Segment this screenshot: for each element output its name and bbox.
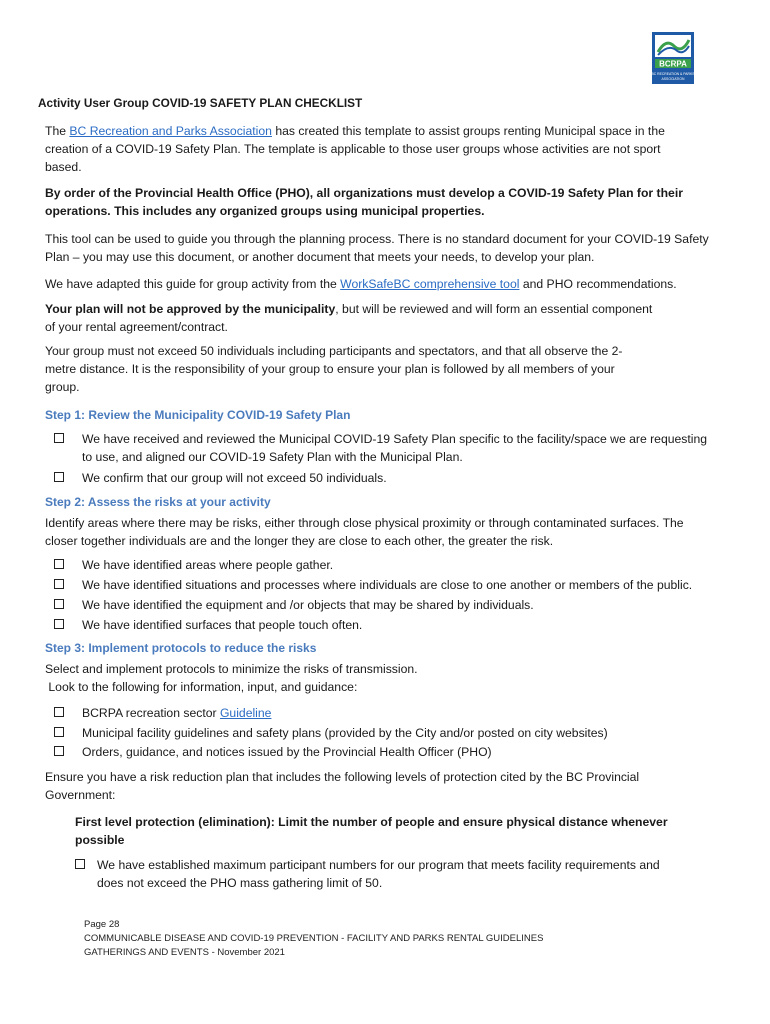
tool-line-2: Plan – you may use this document, or another document that meets your needs, to develop your plan. <box>45 250 595 264</box>
step3-desc-line-2: Look to the following for information, input, and guidance: <box>45 680 358 694</box>
checkbox[interactable] <box>54 707 64 717</box>
footer-line-2: GATHERINGS AND EVENTS - November 2021 <box>84 947 285 958</box>
step2-heading: Step 2: Assess the risks at your activity <box>45 495 271 509</box>
page-number: Page 28 <box>84 919 120 930</box>
intro-paragraph <box>45 122 745 176</box>
first-level-line-1: First level protection (elimination): Limit the number of people and ensure physical distance whenever <box>75 815 668 829</box>
step3-item-2-label: Municipal facility guidelines and safety plans (provided by the City and/or posted on city websites) <box>82 726 608 740</box>
checkbox[interactable] <box>54 433 64 443</box>
bcrpa-logo <box>652 32 694 84</box>
footer <box>84 918 543 960</box>
checkbox[interactable] <box>54 746 64 756</box>
step1-item-1-line-2: to use, and aligned our COVID-19 Safety Plan with the Municipal Plan. <box>82 450 463 464</box>
step2-item-3-label: We have identified the equipment and /or objects that may be shared by individuals. <box>82 598 534 612</box>
approval-rest: , but will be reviewed and will form an essential component <box>335 302 653 316</box>
checkbox[interactable] <box>54 619 64 629</box>
ensure-paragraph <box>45 768 760 804</box>
checkbox[interactable] <box>54 472 64 482</box>
tool-paragraph <box>45 230 760 266</box>
first-level-heading <box>75 813 755 849</box>
step3-description <box>45 660 760 696</box>
intro-line-1-post: has created this template to assist groups renting Municipal space in the <box>271 124 665 138</box>
checkbox[interactable] <box>54 599 64 609</box>
limit-paragraph <box>45 342 760 396</box>
approval-line-1 <box>45 300 760 318</box>
approval-bold: Your plan will not be approved by the municipality <box>45 302 336 316</box>
intro-line-3: based. <box>45 160 82 174</box>
checkbox[interactable] <box>54 727 64 737</box>
step3-item-3-label: Orders, guidance, and notices issued by the Provincial Health Officer (PHO) <box>82 745 492 759</box>
first-level-item-line-1: We have established maximum participant numbers for our program that meets facility requirements and <box>97 858 660 872</box>
order-line-2: operations. This includes any organized groups using municipal properties. <box>45 204 485 218</box>
adapted-post: and PHO recommendations. <box>519 277 677 291</box>
step3-item-1-pre: BCRPA recreation sector <box>82 706 220 720</box>
approval-paragraph <box>45 300 760 336</box>
ensure-line-2: Government: <box>45 788 116 802</box>
limit-line-1: Your group must not exceed 50 individuals including participants and spectators, and that all observe the 2- <box>45 344 623 358</box>
step2-desc-line-1: Identify areas where there may be risks, either through close physical proximity or through contaminated surfaces. The <box>45 516 684 530</box>
first-level-line-2: possible <box>75 833 125 847</box>
order-line-1: By order of the Provincial Health Office (PHO), all organizations must develop a COVID-19 Safety Plan for their <box>45 186 683 200</box>
ensure-line-1: Ensure you have a risk reduction plan that includes the following levels of protection cited by the BC Provincial <box>45 770 640 784</box>
order-paragraph <box>45 184 760 220</box>
bcrpa-logo-graphic <box>652 32 694 84</box>
logo-subtext-1: BC RECREATION & PARKS <box>652 72 694 76</box>
bcrpa-link[interactable]: BC Recreation and Parks Association <box>69 124 272 138</box>
adapted-paragraph <box>45 275 760 293</box>
document-title: Activity User Group COVID-19 SAFETY PLAN CHECKLIST <box>38 96 363 110</box>
logo-subtext-2: ASSOCIATION <box>661 77 685 81</box>
limit-line-3: group. <box>45 380 80 394</box>
checkbox[interactable] <box>75 859 85 869</box>
step1-item-1-line-1: We have received and reviewed the Municipal COVID-19 Safety Plan specific to the facility/space we are requesting <box>82 432 708 446</box>
tool-line-1: This tool can be used to guide you through the planning process. There is no standard document for your COVID-19 Safety <box>45 232 709 246</box>
step3-desc-line-1: Select and implement protocols to minimize the risks of transmission. <box>45 662 418 676</box>
step1-heading: Step 1: Review the Municipality COVID-19 Safety Plan <box>45 408 351 422</box>
footer-line-1: COMMUNICABLE DISEASE AND COVID-19 PREVENTION - FACILITY AND PARKS RENTAL GUIDELINES <box>84 933 544 944</box>
intro-line-2: creation of a COVID-19 Safety Plan. The template is applicable to those user groups whose activities are not sport <box>45 142 661 156</box>
step2-item-2-label: We have identified situations and processes where individuals are close to one another or members of the public. <box>82 578 693 592</box>
limit-line-2: metre distance. It is the responsibility of your group to ensure your plan is followed by all members of your <box>45 362 615 376</box>
intro-line-1 <box>45 122 745 140</box>
logo-text: BCRPA <box>659 59 687 69</box>
step3-item-1-label <box>82 704 271 722</box>
step2-description <box>45 514 760 550</box>
first-level-item-line-2: does not exceed the PHO mass gathering limit of 50. <box>97 876 383 890</box>
adapted-pre: We have adapted this guide for group activity from the <box>45 277 341 291</box>
approval-line-2: of your rental agreement/contract. <box>45 320 228 334</box>
checkbox[interactable] <box>54 579 64 589</box>
step2-item-1-label: We have identified areas where people gather. <box>82 558 334 572</box>
intro-pre: The <box>45 124 70 138</box>
step2-item-4-label: We have identified surfaces that people touch often. <box>82 618 363 632</box>
worksafebc-link[interactable]: WorkSafeBC comprehensive tool <box>340 277 520 291</box>
step3-heading: Step 3: Implement protocols to reduce the risks <box>45 641 317 655</box>
step2-desc-line-2: closer together individuals are and the longer they are close to each other, the greater the risk. <box>45 534 554 548</box>
checkbox[interactable] <box>54 559 64 569</box>
step1-item-2-label: We confirm that our group will not exceed 50 individuals. <box>82 471 387 485</box>
guideline-link[interactable]: Guideline <box>219 706 272 720</box>
